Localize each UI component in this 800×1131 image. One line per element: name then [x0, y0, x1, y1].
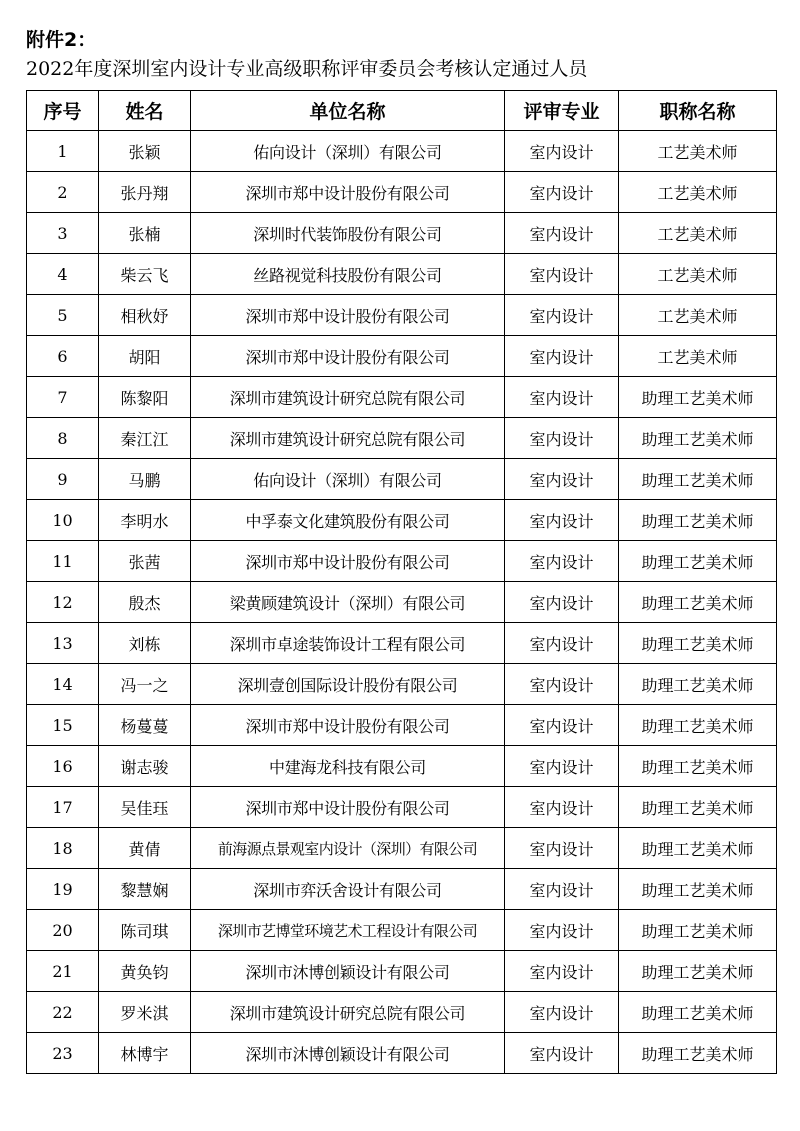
cell-major: 室内设计: [505, 459, 619, 500]
cell-unit: 深圳市郑中设计股份有限公司: [191, 705, 505, 746]
cell-title: 助理工艺美术师: [619, 910, 777, 951]
table-row: [27, 213, 777, 254]
cell-serial-number: 1: [27, 131, 99, 172]
table-row: [27, 828, 777, 869]
cell-title: 助理工艺美术师: [619, 459, 777, 500]
table-row: [27, 500, 777, 541]
table-row: [27, 664, 777, 705]
cell-unit: 丝路视觉科技股份有限公司: [191, 254, 505, 295]
cell-serial-number: 5: [27, 295, 99, 336]
cell-serial-number: 13: [27, 623, 99, 664]
cell-unit: 深圳时代装饰股份有限公司: [191, 213, 505, 254]
cell-serial-number: 9: [27, 459, 99, 500]
cell-name: 相秋妤: [99, 295, 191, 336]
cell-unit: 中建海龙科技有限公司: [191, 746, 505, 787]
cell-name: 秦江江: [99, 418, 191, 459]
cell-title: 工艺美术师: [619, 336, 777, 377]
cell-title: 助理工艺美术师: [619, 951, 777, 992]
table-row: [27, 869, 777, 910]
cell-title: 助理工艺美术师: [619, 992, 777, 1033]
cell-name: 张丹翔: [99, 172, 191, 213]
table-row: [27, 131, 777, 172]
cell-title: 助理工艺美术师: [619, 869, 777, 910]
cell-name: 冯一之: [99, 664, 191, 705]
cell-unit: 深圳市建筑设计研究总院有限公司: [191, 377, 505, 418]
cell-major: 室内设计: [505, 787, 619, 828]
cell-serial-number: 21: [27, 951, 99, 992]
cell-major: 室内设计: [505, 828, 619, 869]
cell-name: 杨蔓蔓: [99, 705, 191, 746]
cell-major: 室内设计: [505, 992, 619, 1033]
cell-unit: 深圳市郑中设计股份有限公司: [191, 172, 505, 213]
cell-title: 助理工艺美术师: [619, 623, 777, 664]
header-name: 姓名: [99, 91, 191, 131]
cell-name: 黄奂钧: [99, 951, 191, 992]
cell-serial-number: 10: [27, 500, 99, 541]
cell-serial-number: 6: [27, 336, 99, 377]
cell-serial-number: 23: [27, 1033, 99, 1074]
cell-serial-number: 14: [27, 664, 99, 705]
cell-title: 助理工艺美术师: [619, 664, 777, 705]
table-row: [27, 623, 777, 664]
header-major: 评审专业: [505, 91, 619, 131]
cell-title: 助理工艺美术师: [619, 418, 777, 459]
table-header-row: [27, 91, 777, 131]
cell-major: 室内设计: [505, 623, 619, 664]
header-title: 职称名称: [619, 91, 777, 131]
cell-name: 胡阳: [99, 336, 191, 377]
cell-title: 助理工艺美术师: [619, 828, 777, 869]
table-row: [27, 746, 777, 787]
table-row: [27, 459, 777, 500]
cell-name: 吴佳珏: [99, 787, 191, 828]
cell-unit: 深圳市艺博堂环境艺术工程设计有限公司: [191, 910, 505, 951]
header-serial-number: 序号: [27, 91, 99, 131]
cell-title: 工艺美术师: [619, 131, 777, 172]
cell-serial-number: 4: [27, 254, 99, 295]
cell-serial-number: 11: [27, 541, 99, 582]
cell-name: 马鹏: [99, 459, 191, 500]
cell-serial-number: 18: [27, 828, 99, 869]
table-row: [27, 1033, 777, 1074]
cell-serial-number: 17: [27, 787, 99, 828]
cell-unit: 梁黄顾建筑设计（深圳）有限公司: [191, 582, 505, 623]
cell-name: 李明水: [99, 500, 191, 541]
cell-major: 室内设计: [505, 910, 619, 951]
attachment-label: 附件2：: [26, 29, 97, 51]
cell-serial-number: 8: [27, 418, 99, 459]
cell-major: 室内设计: [505, 254, 619, 295]
cell-title: 工艺美术师: [619, 172, 777, 213]
cell-major: 室内设计: [505, 418, 619, 459]
cell-major: 室内设计: [505, 377, 619, 418]
cell-name: 张颖: [99, 131, 191, 172]
cell-major: 室内设计: [505, 172, 619, 213]
table-row: [27, 705, 777, 746]
cell-name: 林博宇: [99, 1033, 191, 1074]
cell-major: 室内设计: [505, 582, 619, 623]
cell-name: 刘栋: [99, 623, 191, 664]
cell-name: 张茜: [99, 541, 191, 582]
cell-unit: 前海源点景观室内设计（深圳）有限公司: [191, 828, 505, 869]
table-row: [27, 787, 777, 828]
table-row: [27, 295, 777, 336]
cell-major: 室内设计: [505, 500, 619, 541]
cell-serial-number: 20: [27, 910, 99, 951]
cell-unit: 深圳市郑中设计股份有限公司: [191, 787, 505, 828]
cell-major: 室内设计: [505, 869, 619, 910]
cell-major: 室内设计: [505, 295, 619, 336]
cell-name: 殷杰: [99, 582, 191, 623]
table-row: [27, 910, 777, 951]
cell-name: 张楠: [99, 213, 191, 254]
cell-major: 室内设计: [505, 1033, 619, 1074]
cell-unit: 佑向设计（深圳）有限公司: [191, 459, 505, 500]
cell-name: 黎慧娴: [99, 869, 191, 910]
table-row: [27, 541, 777, 582]
table-row: [27, 582, 777, 623]
cell-serial-number: 19: [27, 869, 99, 910]
cell-major: 室内设计: [505, 664, 619, 705]
cell-unit: 深圳市郑中设计股份有限公司: [191, 295, 505, 336]
cell-unit: 深圳市弈沃舍设计有限公司: [191, 869, 505, 910]
cell-unit: 深圳市沐博创颖设计有限公司: [191, 951, 505, 992]
document-title: 2022年度深圳室内设计专业高级职称评审委员会考核认定通过人员: [26, 58, 588, 80]
cell-unit: 深圳壹创国际设计股份有限公司: [191, 664, 505, 705]
cell-title: 助理工艺美术师: [619, 500, 777, 541]
cell-name: 谢志骏: [99, 746, 191, 787]
table-row: [27, 377, 777, 418]
cell-name: 陈司琪: [99, 910, 191, 951]
cell-unit: 深圳市卓途装饰设计工程有限公司: [191, 623, 505, 664]
personnel-table: [26, 90, 777, 1074]
cell-title: 助理工艺美术师: [619, 541, 777, 582]
header-unit: 单位名称: [191, 91, 505, 131]
cell-title: 工艺美术师: [619, 254, 777, 295]
cell-unit: 佑向设计（深圳）有限公司: [191, 131, 505, 172]
cell-major: 室内设计: [505, 951, 619, 992]
cell-serial-number: 2: [27, 172, 99, 213]
table-row: [27, 418, 777, 459]
cell-major: 室内设计: [505, 705, 619, 746]
table-row: [27, 951, 777, 992]
cell-title: 助理工艺美术师: [619, 787, 777, 828]
cell-serial-number: 15: [27, 705, 99, 746]
cell-name: 柴云飞: [99, 254, 191, 295]
cell-unit: 深圳市建筑设计研究总院有限公司: [191, 418, 505, 459]
cell-unit: 中孚泰文化建筑股份有限公司: [191, 500, 505, 541]
cell-major: 室内设计: [505, 336, 619, 377]
cell-unit: 深圳市郑中设计股份有限公司: [191, 336, 505, 377]
cell-serial-number: 16: [27, 746, 99, 787]
cell-major: 室内设计: [505, 131, 619, 172]
cell-name: 黄倩: [99, 828, 191, 869]
cell-major: 室内设计: [505, 541, 619, 582]
table-body: [27, 131, 777, 1074]
cell-name: 陈黎阳: [99, 377, 191, 418]
table-row: [27, 254, 777, 295]
cell-title: 助理工艺美术师: [619, 1033, 777, 1074]
table-row: [27, 336, 777, 377]
cell-title: 工艺美术师: [619, 295, 777, 336]
cell-title: 助理工艺美术师: [619, 705, 777, 746]
cell-serial-number: 7: [27, 377, 99, 418]
cell-unit: 深圳市郑中设计股份有限公司: [191, 541, 505, 582]
cell-major: 室内设计: [505, 213, 619, 254]
cell-title: 工艺美术师: [619, 213, 777, 254]
cell-unit: 深圳市沐博创颖设计有限公司: [191, 1033, 505, 1074]
cell-name: 罗米淇: [99, 992, 191, 1033]
table-row: [27, 172, 777, 213]
cell-serial-number: 22: [27, 992, 99, 1033]
table-row: [27, 992, 777, 1033]
cell-title: 助理工艺美术师: [619, 582, 777, 623]
cell-serial-number: 12: [27, 582, 99, 623]
cell-major: 室内设计: [505, 746, 619, 787]
cell-title: 助理工艺美术师: [619, 377, 777, 418]
cell-title: 助理工艺美术师: [619, 746, 777, 787]
cell-unit: 深圳市建筑设计研究总院有限公司: [191, 992, 505, 1033]
cell-serial-number: 3: [27, 213, 99, 254]
